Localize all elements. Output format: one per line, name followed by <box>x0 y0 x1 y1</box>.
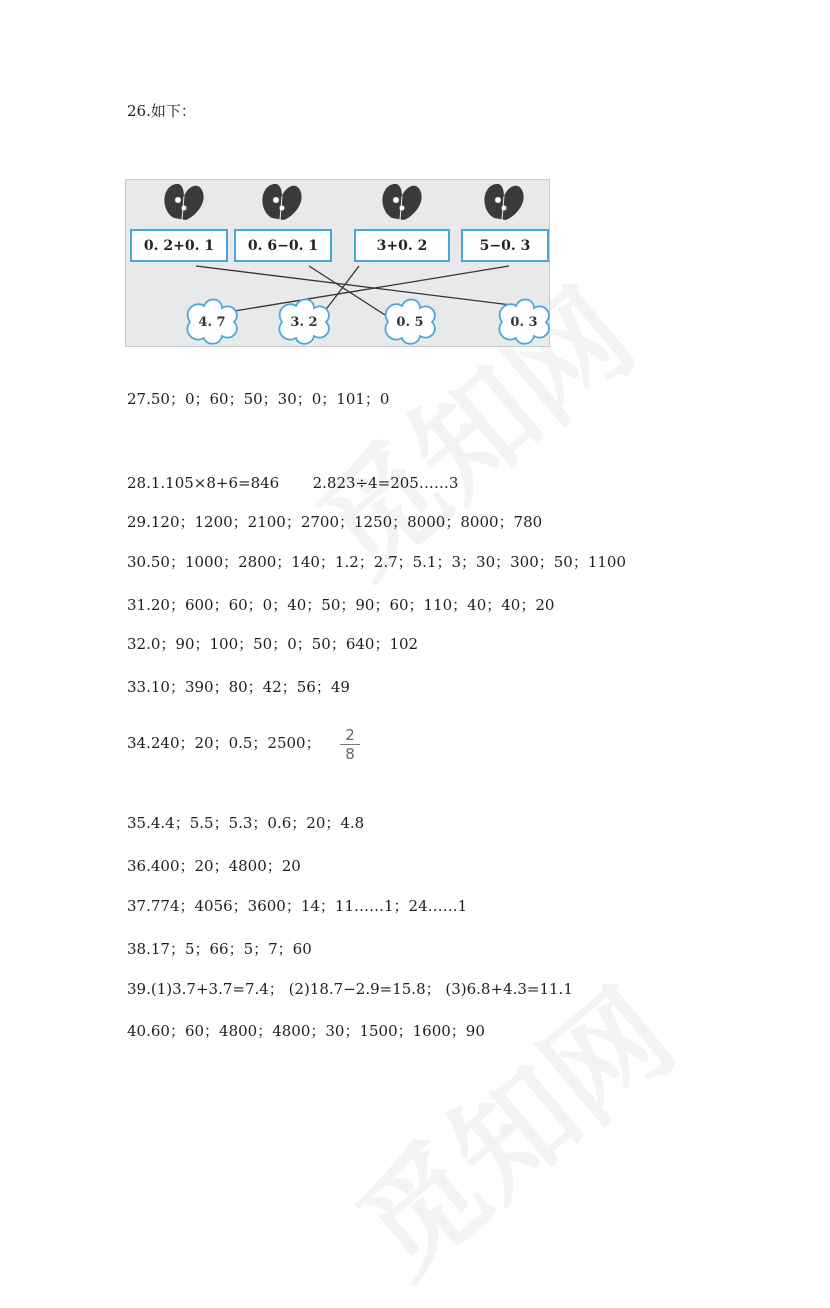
answer-36: 36.400；20；4800；20 <box>127 857 301 875</box>
expression-box: 3+0. 2 <box>354 229 450 262</box>
answer-flower <box>381 302 439 342</box>
flower-label: 0. 5 <box>396 314 424 330</box>
expression-box: 0. 2+0. 1 <box>130 229 228 262</box>
answer-38: 38.17；5；66；5；7；60 <box>127 940 312 958</box>
answer-35: 35.4.4；5.5；5.3；0.6；20；4.8 <box>127 814 365 832</box>
answer-flower <box>183 302 241 342</box>
fraction-denominator: 8 <box>345 745 355 763</box>
fraction-numerator: 2 <box>345 726 355 744</box>
match-line <box>196 266 511 305</box>
answer-28: 28.1.105×8+6=846 2.823÷4=205……3 <box>127 474 459 492</box>
answer-30: 30.50；1000；2800；140；1.2；2.7；5.1；3；30；300；50；1100 <box>127 553 627 571</box>
question-26-label: 26.如下： <box>127 102 196 120</box>
answer-31: 31.20；600；60；0；40；50；90；60；110；40；40；20 <box>127 596 555 614</box>
answer-37: 37.774；4056；3600；14；11……1；24……1 <box>127 897 468 915</box>
expression-box: 0. 6−0. 1 <box>234 229 332 262</box>
answer-27: 27.50；0；60；50；30；0；101；0 <box>127 390 390 408</box>
answer-29: 29.120；1200；2100；2700；1250；8000；8000；780 <box>127 513 543 531</box>
flower-label: 3. 2 <box>290 314 318 330</box>
answer-40: 40.60；60；4800；4800；30；1500；1600；90 <box>127 1022 485 1040</box>
answer-flower <box>495 302 553 342</box>
watermark <box>317 944 703 1307</box>
answer-flower <box>275 302 333 342</box>
matching-figure <box>125 179 550 347</box>
butterfly-icon <box>484 184 523 220</box>
answer-32: 32.0；90；100；50；0；50；640；102 <box>127 635 419 653</box>
answer-39: 39.(1)3.7+3.7=7.4； (2)18.7−2.9=15.8； (3)6.8+4.3=11.1 <box>127 980 573 998</box>
butterfly-icon <box>382 184 421 220</box>
fraction-two-eighths <box>340 727 360 762</box>
flower-label: 0. 3 <box>510 314 538 330</box>
butterfly-icon <box>262 184 301 220</box>
answer-34: 34.240；20；0.5；2500； <box>127 734 321 752</box>
expression-box: 5−0. 3 <box>461 229 549 262</box>
answer-33: 33.10；390；80；42；56；49 <box>127 678 350 696</box>
butterfly-icon <box>164 184 203 220</box>
flower-label: 4. 7 <box>198 314 226 330</box>
